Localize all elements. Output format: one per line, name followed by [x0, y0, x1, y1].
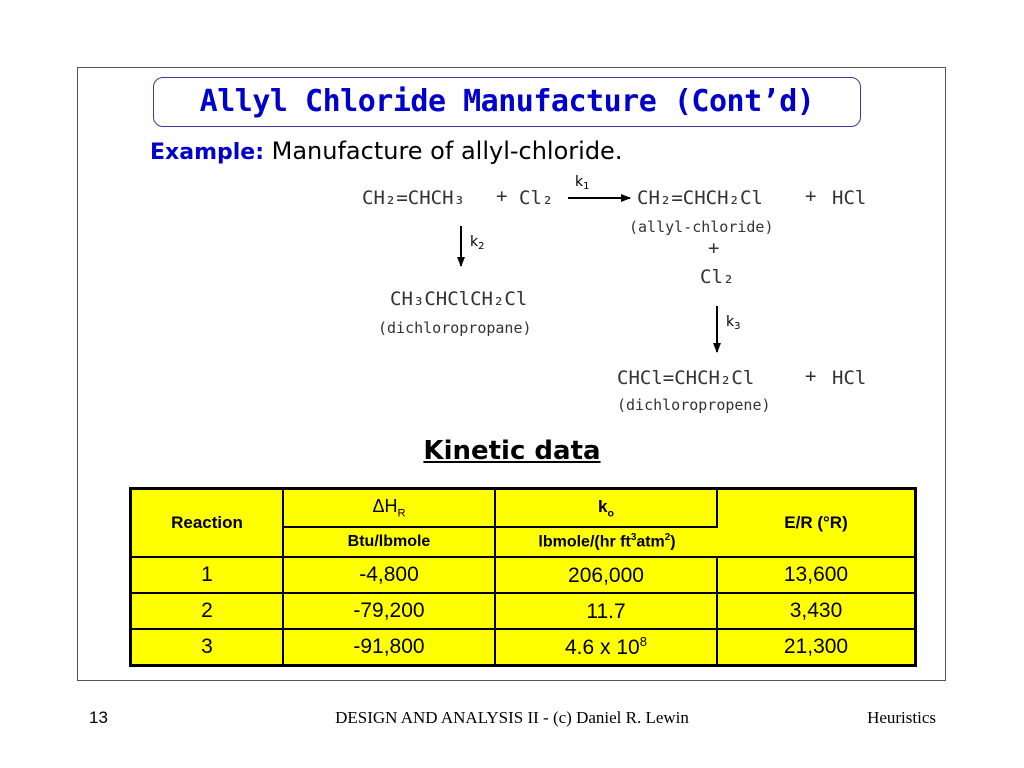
- header-dh-units: Btu/lbmole: [284, 528, 496, 558]
- cell-er: 13,600: [718, 558, 914, 594]
- dichloropropane-name: (dichloropropane): [378, 319, 532, 337]
- page-number: 13: [89, 708, 108, 727]
- k1-label: $k_1$: [575, 174, 590, 192]
- cell-reaction: 3: [132, 630, 284, 664]
- second-chlorine: Cl₂: [700, 266, 735, 288]
- reactant-chlorine: Cl₂: [519, 187, 554, 209]
- k3-label: $k_3$: [726, 314, 741, 332]
- plus-sign: +: [708, 237, 720, 259]
- table-row: [132, 594, 914, 630]
- cell-reaction: 2: [132, 594, 284, 630]
- header-activation-energy: E/R (°R): [718, 490, 914, 558]
- slide-footer: [0, 708, 1024, 730]
- cell-dh: -91,800: [284, 630, 496, 664]
- dichloropropene-name: (dichloropropene): [617, 396, 771, 414]
- product-hcl: HCl: [832, 187, 867, 209]
- plus-sign: +: [496, 185, 508, 207]
- allyl-chloride-name: (allyl-chloride): [629, 218, 774, 236]
- header-preexponential: $k_o$: [496, 490, 718, 528]
- kinetic-data-table: [129, 487, 917, 667]
- product-allyl-chloride: CH₂=CHCH₂Cl: [637, 187, 763, 209]
- table-row: [132, 558, 914, 594]
- cell-er: 21,300: [718, 630, 914, 664]
- cell-dh: -4,800: [284, 558, 496, 594]
- dichloropropane-formula: CH₃CHClCH₂Cl: [390, 288, 528, 310]
- product-hcl: HCl: [832, 367, 867, 389]
- dichloropropene-formula: CHCl=CHCH₂Cl: [617, 367, 755, 389]
- cell-reaction: 1: [132, 558, 284, 594]
- table-row: [132, 630, 914, 664]
- footer-course-title: DESIGN AND ANALYSIS II - (c) Daniel R. Lewin: [335, 708, 689, 727]
- cell-ko: 11.7: [496, 594, 718, 630]
- cell-ko: 4.6 x $10^8$: [496, 630, 718, 664]
- footer-section: Heuristics: [867, 708, 936, 727]
- kinetic-data-heading: Kinetic data: [423, 436, 601, 466]
- cell-er: 3,430: [718, 594, 914, 630]
- example-label: Example:: [150, 140, 264, 165]
- reactant-propylene: CH₂=CHCH₃: [362, 187, 465, 209]
- plus-sign: +: [805, 185, 817, 207]
- cell-dh: -79,200: [284, 594, 496, 630]
- header-heat-of-reaction: $\Delta H_R$: [284, 490, 496, 528]
- slide-title: Allyl Chloride Manufacture (Cont’d): [199, 84, 815, 119]
- k2-label: $k_2$: [470, 234, 485, 252]
- cell-ko: 206,000: [496, 558, 718, 594]
- table-header-row: [132, 490, 914, 528]
- plus-sign: +: [805, 365, 817, 387]
- header-reaction: Reaction: [132, 490, 284, 558]
- example-text: Manufacture of allyl-chloride.: [271, 137, 623, 165]
- header-ko-units: lbmole/(hr $ft^3atm^2$): [496, 528, 718, 558]
